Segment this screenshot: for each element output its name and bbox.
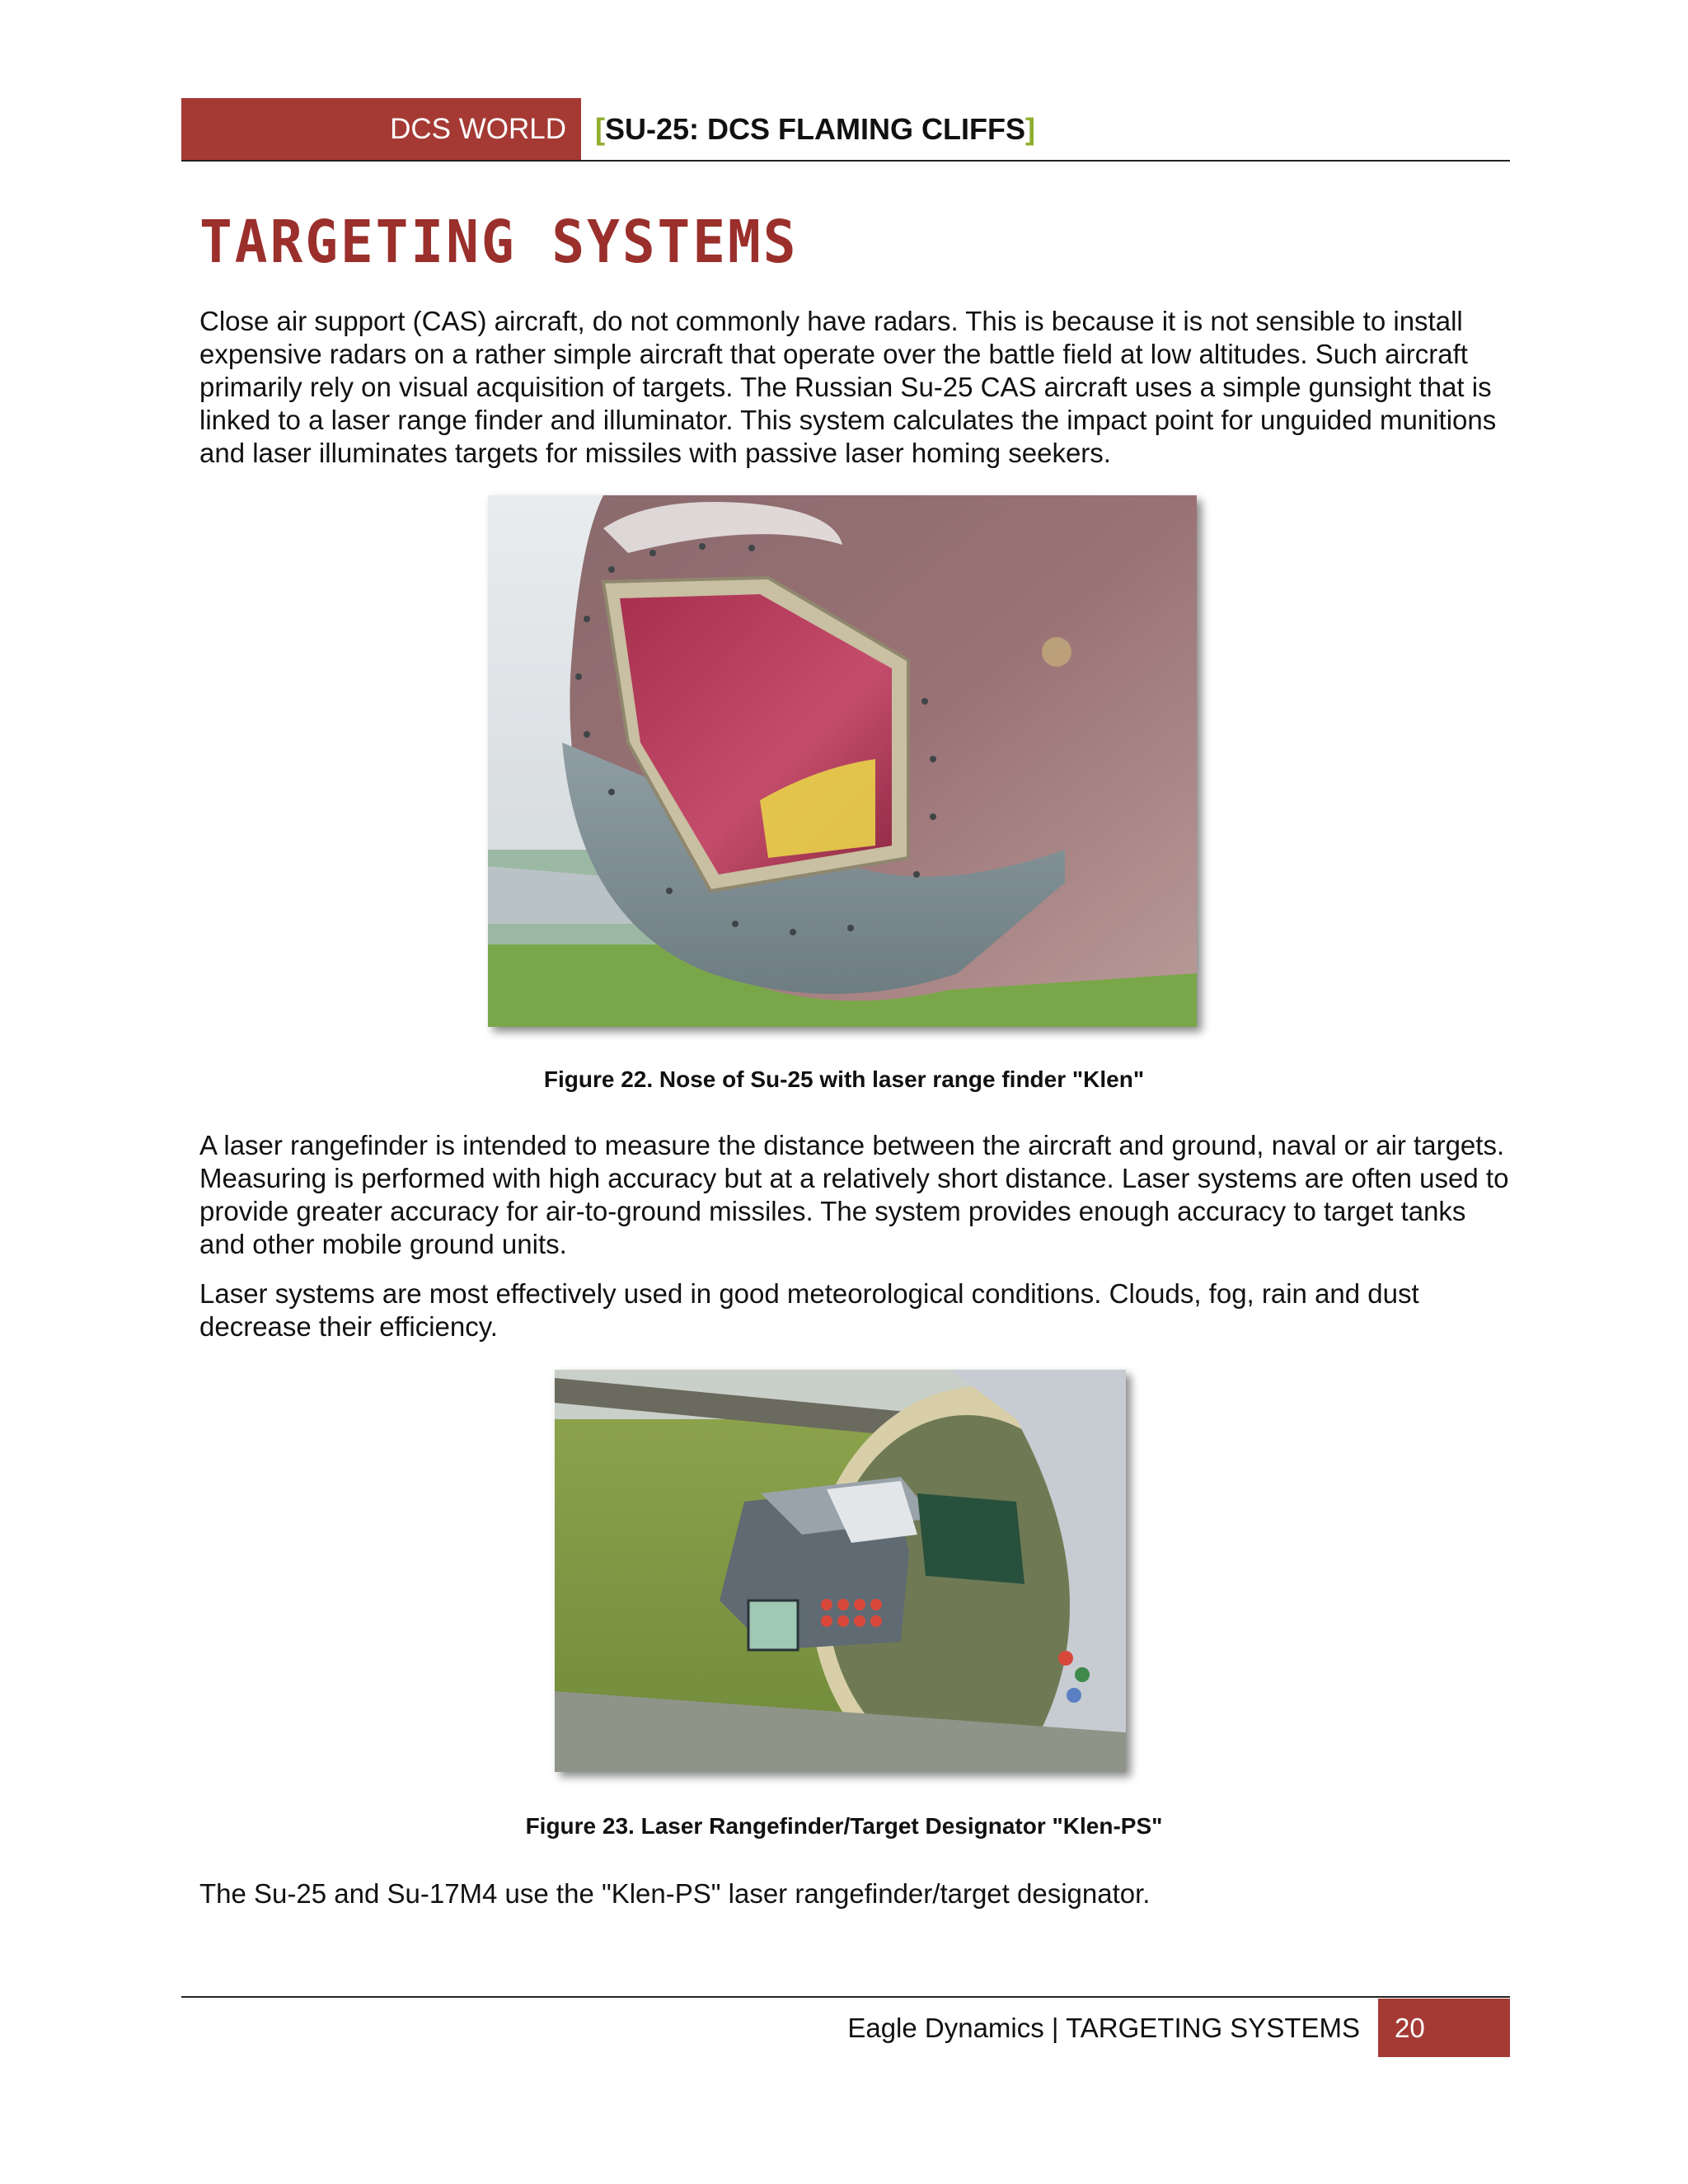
title-close-bracket: ] [1025,112,1035,146]
page-number: 20 [1378,1999,1510,2057]
header-document-title [595,98,1035,161]
figure-22-image [488,495,1197,1027]
paragraph-intro: Close air support (CAS) aircraft, do not commonly have radars. This is because it is not sensible to install expensive radars on a rather simple aircraft that operate over the battle field at low altitudes. Such aircraft primarily rely on visual acquisition of targets. The Russian Su-25 CAS aircraft uses a simple gunsight that is linked to a laser range finder and illuminator. This system calculates the impact point for unguided munitions and laser illuminates targets for missiles with passive laser homing seekers. [199,306,1497,468]
title-text: SU-25: DCS FLAMING CLIFFS [605,112,1025,146]
paragraph-klen-ps: The Su-25 and Su-17M4 use the "Klen-PS" laser rangefinder/target designator. [199,1878,1151,1909]
title-open-bracket: [ [595,112,605,146]
figure-22-caption: Figure 22. Nose of Su-25 with laser range finder "Klen" [543,1066,1145,1092]
paragraph-laser-rangefinder: A laser rangefinder is intended to measure the distance between the aircraft and ground, naval or air targets. Measuring is performed with high accuracy but at a relatively short distance. Laser systems are often used to provide greater accuracy for air-to-ground missiles. The system provides enough accuracy to target tanks and other mobile ground units. [199,1130,1509,1259]
figure-23-caption: Figure 23. Laser Rangefinder/Target Designator "Klen-PS" [525,1813,1163,1839]
section-heading: TARGETING SYSTEMS [199,208,799,277]
header-rule [181,160,1510,162]
header-product-label: DCS WORLD [181,98,581,161]
footer-rule [181,1996,1510,1998]
paragraph-laser-conditions: Laser systems are most effectively used in good meteorological conditions. Clouds, fog, rain and dust decrease their efficiency. [199,1278,1419,1342]
footer-label: Eagle Dynamics | TARGETING SYSTEMS [847,2013,1360,2043]
figure-23-image [555,1370,1126,1772]
